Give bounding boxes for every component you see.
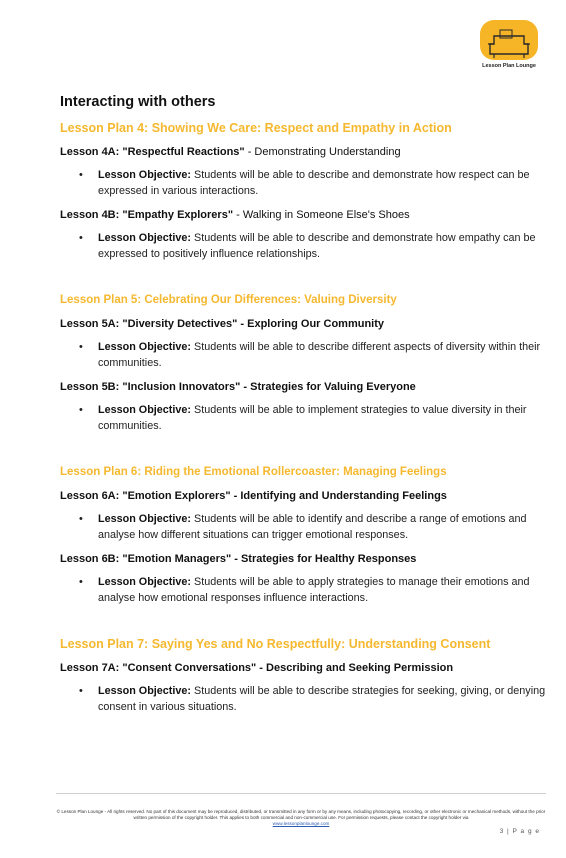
logo-text: Lesson Plan Lounge <box>482 63 536 69</box>
lesson-code: Lesson 7A: "Consent Conversations" <box>60 662 257 674</box>
lesson-title <box>60 145 546 159</box>
objective-text: Students will be able to implement strategies to value diversity in their communities. <box>98 404 527 432</box>
section-title: Interacting with others <box>60 94 216 110</box>
objective-label: Lesson Objective: <box>98 341 192 353</box>
lesson-objective <box>60 403 546 434</box>
page-footer <box>56 793 546 835</box>
lesson-objective <box>60 684 546 715</box>
bullet-icon: • <box>79 232 83 244</box>
sofa-logo-icon <box>474 18 544 62</box>
lesson-title <box>60 317 546 331</box>
document-body <box>60 93 546 715</box>
lesson-subtitle: - Describing and Seeking Permission <box>256 662 454 674</box>
lesson-title <box>60 380 546 394</box>
bullet-icon: • <box>79 404 83 416</box>
objective-label: Lesson Objective: <box>98 576 192 588</box>
footer-copyright: © Lesson Plan Lounge - All rights reserved. No part of this document may be reproduced, distributed, or transmitted in any form or by any means, including photocopying, recording, or other electronic or mechanical methods, without the prior written permission of the copyright holder. This applies to both commercial and non-commercial use. For permission requests, please contact the copyright holder via <box>56 809 546 820</box>
plan-title: Lesson Plan 5: Celebrating Our Differences: Valuing Diversity <box>60 294 397 306</box>
objective-label: Lesson Objective: <box>98 404 192 416</box>
lesson-title <box>60 489 546 503</box>
lesson-title <box>60 552 546 566</box>
bullet-icon: • <box>79 576 83 588</box>
bullet-icon: • <box>79 513 83 525</box>
lesson-subtitle: - Walking in Someone Else's Shoes <box>233 209 410 221</box>
bullet-icon: • <box>79 169 83 181</box>
lesson-code: Lesson 5B: "Inclusion Innovators" <box>60 381 241 393</box>
objective-label: Lesson Objective: <box>98 169 192 181</box>
objective-text: Students will be able to describe and demonstrate how respect can be expressed in various interactions. <box>98 169 530 197</box>
objective-label: Lesson Objective: <box>98 513 192 525</box>
plan-title: Lesson Plan 6: Riding the Emotional Rollercoaster: Managing Feelings <box>60 466 447 478</box>
bullet-icon: • <box>79 685 83 697</box>
plan-title: Lesson Plan 7: Saying Yes and No Respectfully: Understanding Consent <box>60 637 491 651</box>
objective-text: Students will be able to identify and describe a range of emotions and analyse how different situations can trigger emotional responses. <box>98 513 527 541</box>
lesson-code: Lesson 6A: "Emotion Explorers" <box>60 490 231 502</box>
footer-link[interactable]: www.lessonplanlounge.com <box>272 821 330 826</box>
objective-text: Students will be able to apply strategies to manage their emotions and analyse how emotional responses influence interactions. <box>98 576 530 604</box>
lesson-objective <box>60 168 546 199</box>
brand-logo <box>474 18 544 74</box>
lesson-subtitle: - Demonstrating Understanding <box>244 146 401 158</box>
lesson-subtitle: - Strategies for Healthy Responses <box>231 553 417 565</box>
objective-text: Students will be able to describe different aspects of diversity within their communities. <box>98 341 541 369</box>
page-number: 3 | P a g e <box>499 828 540 835</box>
objective-text: Students will be able to describe and demonstrate how empathy can be expressed to positively influence relationships. <box>98 232 536 260</box>
lesson-subtitle: - Exploring Our Community <box>237 318 385 330</box>
lesson-code: Lesson 6B: "Emotion Managers" <box>60 553 232 565</box>
lesson-objective <box>60 231 546 262</box>
lesson-title <box>60 661 546 675</box>
lesson-title <box>60 208 546 222</box>
lesson-subtitle: - Strategies for Valuing Everyone <box>240 381 416 393</box>
lesson-code: Lesson 4A: "Respectful Reactions" <box>60 146 245 158</box>
objective-text: Students will be able to describe strategies for seeking, giving, or denying consent in various situations. <box>98 685 546 713</box>
objective-label: Lesson Objective: <box>98 232 192 244</box>
objective-label: Lesson Objective: <box>98 685 192 697</box>
lesson-code: Lesson 5A: "Diversity Detectives" <box>60 318 238 330</box>
lesson-objective <box>60 340 546 371</box>
lesson-code: Lesson 4B: "Empathy Explorers" <box>60 209 234 221</box>
plan-title: Lesson Plan 4: Showing We Care: Respect and Empathy in Action <box>60 121 452 135</box>
lesson-objective <box>60 575 546 606</box>
bullet-icon: • <box>79 341 83 353</box>
lesson-objective <box>60 512 546 543</box>
lesson-subtitle: - Identifying and Understanding Feelings <box>230 490 447 502</box>
